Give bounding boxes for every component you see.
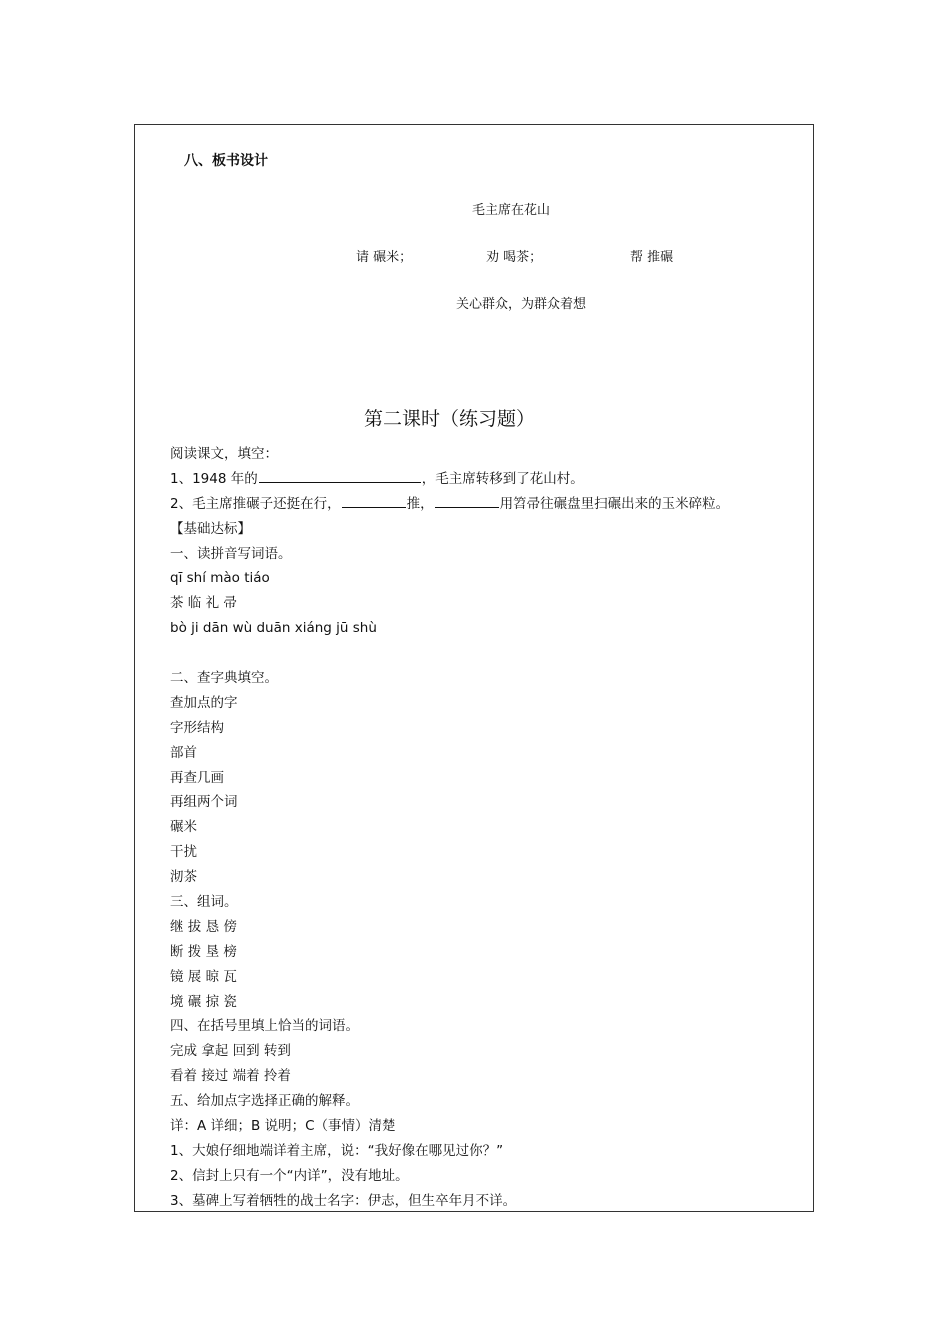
board-item-3: 帮 推碾 (630, 250, 674, 265)
board-item-2: 劝 喝茶； (486, 250, 543, 265)
exercise-line: 查加点的字 (170, 694, 238, 711)
fill-in-question-1 (170, 467, 729, 492)
q1-text-after: ，毛主席转移到了花山村。 (421, 470, 584, 487)
exercise-line: 五、给加点字选择正确的解释。 (170, 1093, 359, 1110)
exercise-line: 沏茶 (170, 869, 197, 886)
section-heading: 八、板书设计 (184, 153, 268, 169)
q1-text-before: 1、1948 年的 (170, 470, 258, 487)
exercise-line: 茶 临 礼 帚 (170, 595, 237, 612)
exercise-line: 部首 (170, 744, 197, 761)
exercise-line: 继 拔 恳 傍 (170, 918, 237, 935)
exercise-line: 一、读拼音写词语。 (170, 545, 292, 562)
q1-blank (259, 468, 421, 483)
exercise-line: 境 碾 掠 瓷 (170, 993, 237, 1010)
exercise-line: 字形结构 (170, 719, 224, 736)
q2-text-mid: 推， (406, 495, 434, 512)
exercise-line: 干扰 (170, 844, 197, 861)
exercise-line: 再组两个词 (170, 794, 238, 811)
exercise-line: 1、大娘仔细地端详着主席，说：“我好像在哪见过你？” (170, 1142, 504, 1159)
exercise-line: 二、查字典填空。 (170, 670, 278, 687)
exercise-line: 详：A 详细；B 说明；C（事情）清楚 (170, 1118, 396, 1135)
exercise-line: 完成 拿起 回到 转到 (170, 1043, 291, 1060)
fill-in-question-2 (170, 492, 729, 517)
exercise-line: 三、组词。 (170, 894, 238, 911)
exercise-line: 碾米 (170, 819, 197, 836)
exercise-line: 四、在括号里填上恰当的词语。 (170, 1018, 359, 1035)
q2-blank-1 (342, 493, 406, 508)
exercise-line: 断 拨 垦 榜 (170, 943, 237, 960)
fill-in-intro: 阅读课文，填空： (170, 446, 278, 462)
exercise-line: 【基础达标】 (170, 520, 251, 537)
exercise-line: 再查几画 (170, 769, 224, 786)
lesson-title: 第二课时（练习题） (364, 408, 536, 430)
exercise-line: 看着 接过 端着 拎着 (170, 1068, 291, 1085)
q2-text-before: 2、毛主席推碾子还挺在行， (170, 495, 341, 512)
exercise-list (170, 517, 729, 1214)
q2-blank-2 (435, 493, 499, 508)
exercise-content (170, 442, 729, 1214)
exercise-line: bò ji dān wù duān xiáng jū shù (170, 620, 377, 637)
board-summary: 关心群众，为群众着想 (456, 297, 587, 312)
board-item-1: 请 碾米； (356, 250, 413, 265)
board-title: 毛主席在花山 (472, 203, 551, 218)
exercise-line (170, 641, 729, 666)
exercise-line: 2、信封上只有一个“内详”，没有地址。 (170, 1167, 409, 1184)
q2-text-after: 用笤帚往碾盘里扫碾出来的玉米碎粒。 (499, 495, 730, 512)
exercise-line: qī shí mào tiáo (170, 570, 270, 587)
exercise-line: 3、墓碑上写着牺牲的战士名字：伊志，但生卒年月不详。 (170, 1192, 517, 1209)
exercise-line: 镜 展 晾 瓦 (170, 968, 237, 985)
